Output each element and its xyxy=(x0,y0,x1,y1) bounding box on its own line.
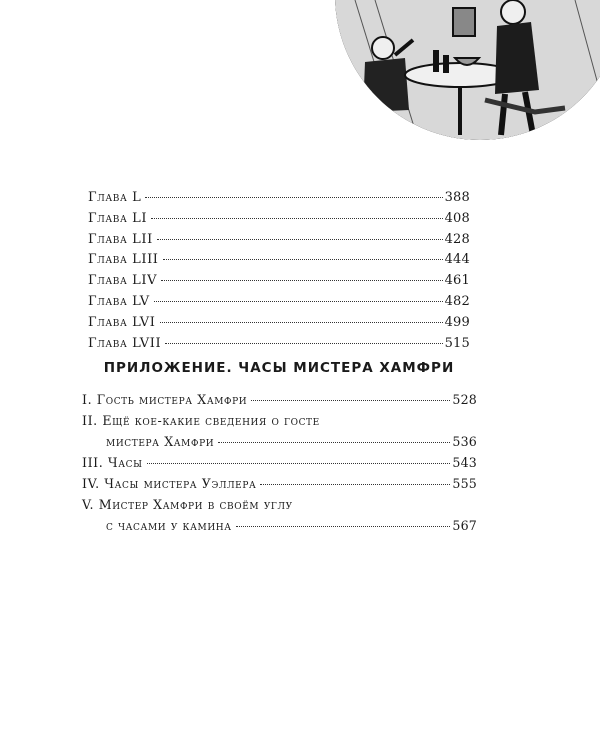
toc-entry xyxy=(82,515,477,536)
appendix-label-line1: V. Мистер Хамфри в своём углу xyxy=(82,497,293,512)
leader-dots xyxy=(157,239,443,240)
toc-entry xyxy=(88,250,470,271)
leader-dots xyxy=(161,280,443,281)
page-number: 555 xyxy=(452,476,477,491)
leader-dots xyxy=(151,218,443,219)
chapter-label: Глава LVI xyxy=(88,314,156,330)
appendix-label: I. Гость мистера Хамфри xyxy=(82,392,248,407)
engraving-illustration xyxy=(335,0,600,140)
leader-dots xyxy=(251,400,450,401)
appendix-label: мистера Хамфри xyxy=(106,434,215,449)
chapter-label: Глава LI xyxy=(88,210,148,226)
appendix-label: IV. Часы мистера Уэллера xyxy=(82,476,257,491)
page-number: 528 xyxy=(452,392,477,407)
toc-entry xyxy=(88,209,470,230)
engraving-image xyxy=(335,0,600,140)
page-number: 444 xyxy=(444,252,470,268)
toc-entry-line xyxy=(82,494,477,515)
leader-dots xyxy=(218,442,450,443)
appendix-label: III. Часы xyxy=(82,455,143,470)
chapter-label: Глава LII xyxy=(88,231,153,247)
leader-dots xyxy=(163,259,443,260)
toc-entry xyxy=(88,334,470,355)
page-number: 428 xyxy=(444,231,470,247)
toc-entry xyxy=(82,473,477,494)
toc-entry xyxy=(88,230,470,251)
appendix-title: ПРИЛОЖЕНИЕ. ЧАСЫ МИСТЕРА ХАМФРИ xyxy=(103,360,455,376)
toc-entry xyxy=(88,271,470,292)
leader-dots xyxy=(147,463,451,464)
page-number: 499 xyxy=(444,314,470,330)
toc-entry xyxy=(88,188,470,209)
leader-dots xyxy=(145,197,442,198)
page-number: 543 xyxy=(452,455,477,470)
leader-dots xyxy=(160,322,443,323)
page-number: 388 xyxy=(444,190,470,205)
page-number: 482 xyxy=(444,293,470,309)
appendix-list xyxy=(82,389,477,536)
page-number: 567 xyxy=(452,518,477,533)
leader-dots xyxy=(260,484,450,485)
page-number: 536 xyxy=(452,434,477,449)
appendix-label: с часами у камина xyxy=(106,518,232,533)
chapter-label: Глава L xyxy=(88,190,142,205)
chapter-label: Глава LIII xyxy=(88,252,159,268)
appendix-label-line1: II. Ещё кое-какие сведения о госте xyxy=(82,413,320,428)
toc-entry xyxy=(88,313,470,334)
chapter-label: Глава LV xyxy=(88,293,150,309)
toc-entry xyxy=(82,431,477,452)
toc-entry xyxy=(88,292,470,313)
page-number: 408 xyxy=(444,210,470,226)
leader-dots xyxy=(154,301,443,302)
leader-dots xyxy=(236,526,451,527)
toc-entry xyxy=(82,389,477,410)
leader-dots xyxy=(165,343,442,344)
toc-entry-line xyxy=(82,410,477,431)
page-number: 461 xyxy=(444,273,470,289)
chapter-label: Глава LIV xyxy=(88,273,158,289)
toc-entry xyxy=(82,452,477,473)
chapter-label: Глава LVII xyxy=(88,335,162,351)
page-number: 515 xyxy=(444,335,470,351)
chapter-list xyxy=(88,188,470,354)
